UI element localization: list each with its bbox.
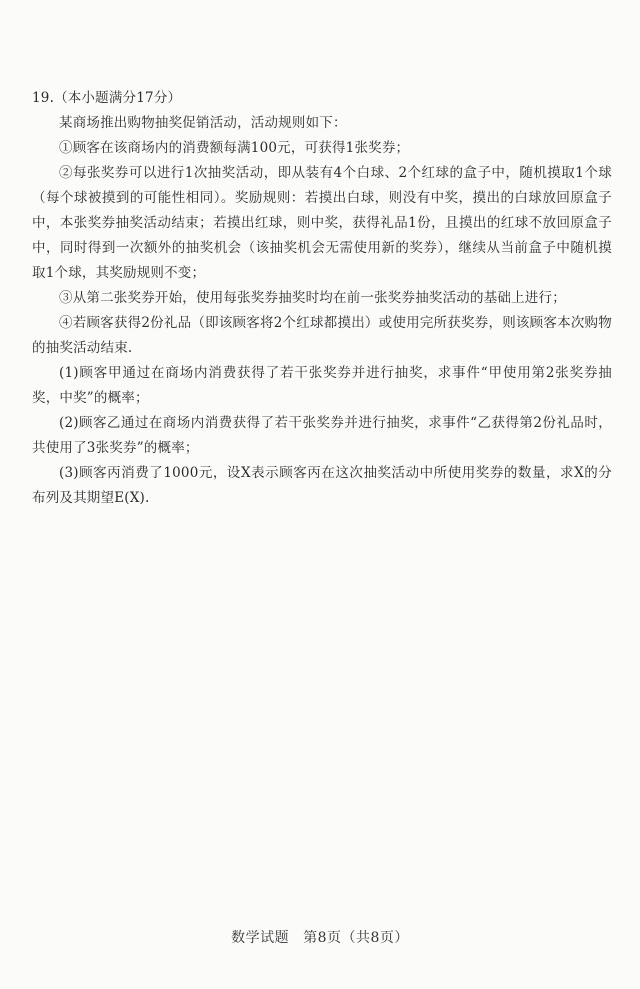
rule-1: ①顾客在该商场内的消费额每满100元，可获得1张奖券； (59, 140, 410, 156)
problem-heading: 19.（本小题满分17分） (32, 90, 182, 106)
question-2: (2)顾客乙通过在商场内消费获得了若干张奖券并进行抽奖，求事件“乙获得第2份礼品时，共使用了3张奖券”的概率； (32, 415, 612, 456)
rule-4: ④若顾客获得2份礼品（即该顾客将2个红球都摸出）或使用完所获奖券，则该顾客本次购物的抽奖活动结束. (32, 315, 612, 356)
rule-3: ③从第二张奖券开始，使用每张奖券抽奖时均在前一张奖券抽奖活动的基础上进行； (59, 290, 566, 306)
question-3: (3)顾客丙消费了1000元，设X表示顾客丙在这次抽奖活动中所使用奖券的数量，求X的分布列及其期望E(X). (32, 465, 612, 506)
footer-page-number: 第8页（共8页） (303, 930, 409, 946)
footer-subject: 数学试题 (231, 930, 290, 946)
question-1: (1)顾客甲通过在商场内消费获得了若干张奖券并进行抽奖，求事件“甲使用第2张奖券抽奖，中奖”的概率； (32, 365, 612, 406)
problem-intro: 某商场推出购物抽奖促销活动，活动规则如下： (59, 115, 347, 131)
rule-2: ②每张奖券可以进行1次抽奖活动，即从装有4个白球、2个红球的盒子中，随机摸取1个球（每个球被摸到的可能性相同）。奖励规则：若摸出白球，则没有中奖，摸出的白球放回原盒子中，本张奖券抽奖活动结束；若摸出红球，则中奖，获得礼品1份，且摸出的红球不放回原盒子中，同时得到一次额外的抽奖机会（该抽奖机会无需使用新的奖券），继续从当前盒子中随机摸取1个球，其奖励规则不变； (32, 165, 612, 281)
problem-19 (32, 86, 612, 511)
page-footer (0, 927, 640, 947)
